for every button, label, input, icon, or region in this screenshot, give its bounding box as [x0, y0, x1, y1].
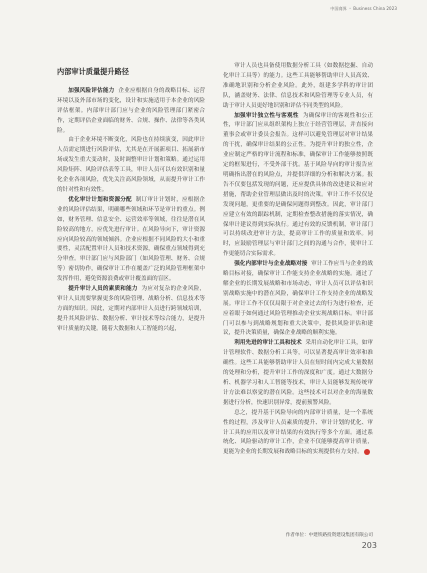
paragraph-advanced-tools — [223, 339, 373, 408]
author-affiliation: 作者单位：中建铁路投资建设集团有限公司 — [285, 533, 373, 538]
section-heading: 内部审计质量提升路径 — [57, 67, 129, 76]
paragraph-body: 审计工作应当与企业的战略目标对接，确保审计工作能支持企业战略的实施。通过了解企业的长期发展战略和市场动态，审计人员可以评估和识别战略实施中的潜在风险，确保审计工作支持企业的战略发展。审计工作不仅仅局限于对企业过去的行为进行检查，还应着眼于如何通过风险管理推动企业实现战略目标。审计部门可以参与到战略规划和重大决策中，提供风险评估和建议，提升决策质量，确保企业战略的顺利实施。 — [223, 261, 373, 337]
paragraph-risk-assessment — [57, 87, 205, 137]
left-column — [57, 62, 205, 335]
paragraph-audit-planning — [57, 196, 205, 285]
paragraph-body: 为应对复杂的企业风险，审计人员需要掌握更多的风险管理、战略分析、信息技术等方面的知识。因此，定期对内部审计人员进行跨领域培训，提升其风险评估、数据分析、审计技术等综合能力，是提升审计质量的关键。随着大数据和人工智能的兴起， — [57, 286, 205, 332]
paragraph-lead: 优化审计计划和资源分配 — [68, 196, 132, 203]
paragraph-independence — [223, 112, 373, 261]
paragraph-lead: 强化内部审计与企业战略对接 — [234, 261, 308, 268]
paragraph-auditor-competence — [57, 285, 205, 335]
paragraph-lead: 加强风险评估能力 — [68, 87, 115, 94]
magazine-year: 2023 — [386, 6, 397, 11]
end-of-article-icon — [364, 449, 370, 455]
right-column — [223, 62, 373, 458]
paragraph-conclusion — [223, 409, 373, 459]
paragraph-body: 制订审计计划时，应根据企业的风险评估结果，明确哪些领域和环节是审计的重点。例如，财务管理、信息安全、运营效率等领域，往往是潜在风险较高的地方，应优先进行审计。在风险导向下，审计资源应向风险较高的领域倾斜。企业应根据不同风险的大小和重要性，灵活配置审计人员和技术资源，确保重点领域得到充分审查。审计部门应与风险部门（如风险管理、财务、合规等）密切协作，确保审计工作在覆盖广泛的风险管理框架中发挥作用，避免资源浪费或审计覆盖面的盲区。 — [57, 196, 205, 283]
paragraph-lead: 加强审计独立性与客观性 — [234, 112, 299, 119]
paragraph-strategy-alignment — [223, 260, 373, 339]
paragraph-risk-evolution: 由于企业环境不断变化，风险也在持续演变，因此审计人员需定期进行风险评估，尤其是在开展新项目、拓展新市场或发生重大变动时，及时调整审计计划和策略。通过运用风险矩阵、风险评估表等工具，审计人员可以有效识别和量化企业各项风险，优先关注高风险领域，从而提升审计工作的针对性和有效性。 — [57, 137, 205, 193]
paragraph-body: 为确保审计的客观性和公正性，审计部门应从组织架构上独立于经营管理层，并直接向董事会或审计委员会报告。这样可以避免管理层对审计结果的干扰，确保审计结果的公正性。为提升审计的独立性，企业应制定严格的审计流程和标准，确保审计工作能够按照既定的框架进行，不受外部干扰。基于风险导向的审计报告应明确指出潜在的风险点，并提供详细的分析和解决方案。报告不仅要包括发现的问题，还应提供具体的改进建议和应对措施，帮助企业管理层做出及时的决策。审计工作不仅仅是发现问题，更重要的是确保问题得到整改。因此，审计部门应建立有效的跟踪机制，定期检查整改措施的落实情况，确保审计建议得到实际执行。通过有效的反馈机制，审计部门可以持续改进审计方法，提高审计工作的质量和效率。同时，应鼓励管理层与审计部门之间的沟通与合作，使审计工作更能切合实际需求。 — [223, 112, 373, 258]
paragraph-data-tools: 审计人员也具备使用数据分析工具（如数据挖掘、自动化审计工具等）的能力。这些工具能够帮助审计人员高效、准确地识别和分析企业风险。此外，组建多学科的审计团队，涵盖财务、法律、信息技术和风险管理等专业人员，有助于审计人员更好地识别和评估不同类型的风险。 — [223, 63, 373, 109]
paragraph-body: 企业应根据自身的战略目标、运营环境以及外部市场的变化，设计和实施适用于本企业的风险评估框架。内部审计部门应与企业的风险管理部门紧密合作，定期评估企业面临的财务、合规、操作、法律等各类风险。 — [57, 87, 205, 134]
running-header: 中国商界 • Business China 2023 — [330, 6, 397, 11]
paragraph-body: 总之，提升基于风险导向的内部审计质量，是一个系统性的过程，涉及审计人员素质的提升、审计计划的优化、审计工具的应用以及审计结果的有效执行等多个方面。通过系统化、风险驱动的审计工作，企业不仅能够提高审计质量，更能为企业的长期发展和战略目标的实现提供有力支持。 — [223, 409, 373, 456]
magazine-name: 中国商界 — [330, 6, 347, 11]
paragraph-body: 采用自动化审计工具，如审计管理软件、数据分析工具等，可以显著提高审计效率和准确性。这些工具能够帮助审计人员在短时间内完成大量数据的处理和分析，提升审计工作的深度和广度。通过大数据分析、机器学习和人工智能等技术，审计人员能够发现传统审计方法难以察觉的潜在风险。这些技术可以对企业的海量数据进行分析，快速识别异常，提前预警风险。 — [223, 340, 373, 406]
paragraph-lead: 利用先进的审计工具和技术 — [234, 340, 302, 347]
page-number: 203 — [361, 541, 377, 550]
magazine-english-name: Business China — [353, 6, 386, 11]
paragraph-lead: 提升审计人员的素质和能力 — [68, 286, 138, 293]
